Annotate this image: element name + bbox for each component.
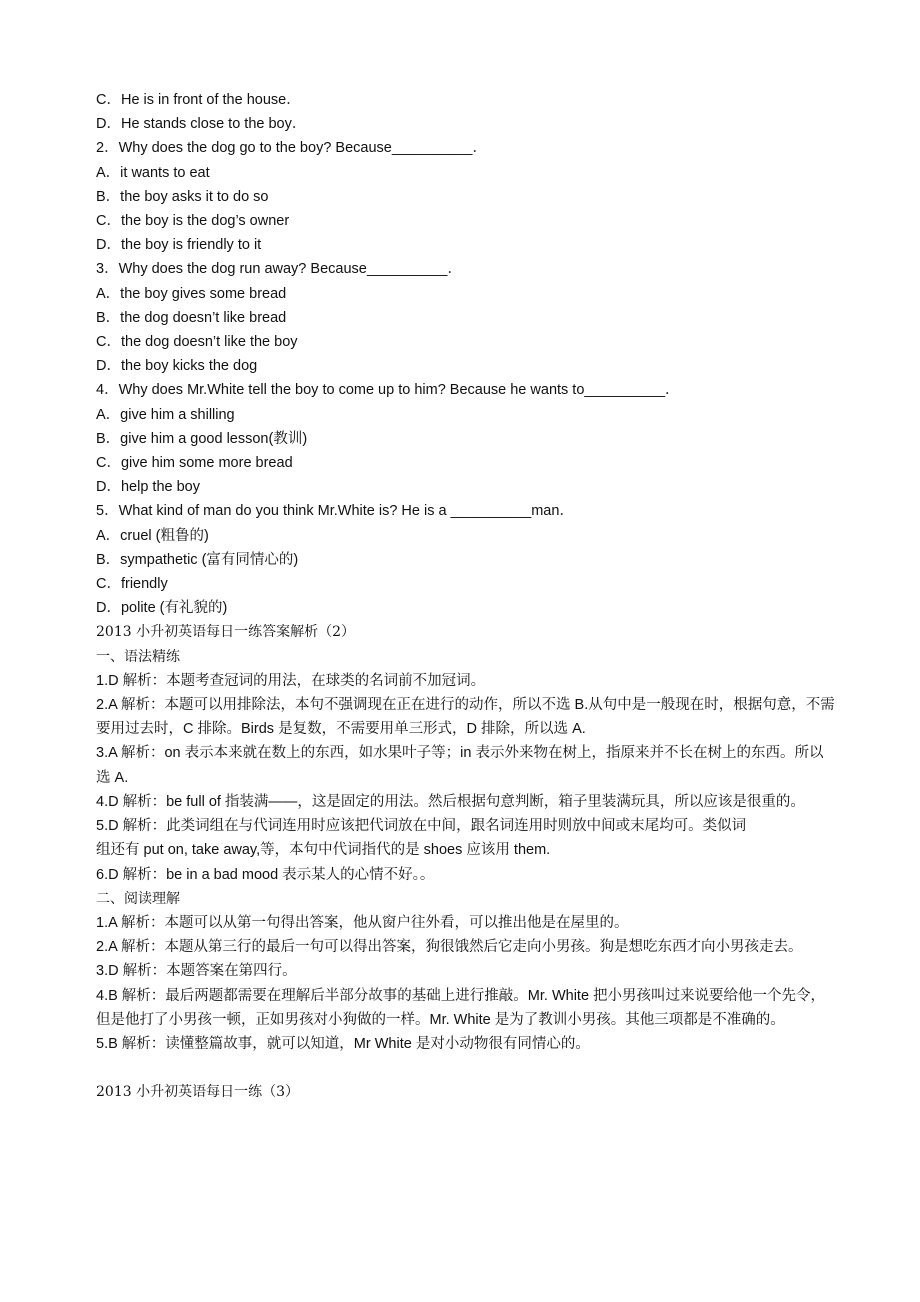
quiz-question: 2．Why does the dog go to the boy? Because__________． bbox=[96, 140, 487, 157]
grammar-answers bbox=[96, 669, 836, 887]
answer-item: 3.A 解析：on 表示本来就在数上的东西，如水果叶子等；in 表示外来物在树上，指原来并不长在树上的东西。所以选 A. bbox=[96, 745, 824, 786]
quiz-question: 3．Why does the dog run away? Because__________． bbox=[96, 261, 462, 278]
answer-item: 3.D 解析：本题答案在第四行。 bbox=[96, 963, 297, 980]
quiz-question: 5．What kind of man do you think Mr.White is? He is a __________man． bbox=[96, 503, 574, 520]
quiz-line: B．sympathetic (富有同情心的) bbox=[96, 551, 299, 568]
quiz-line: C．the dog doesn’t like the boy bbox=[96, 334, 298, 351]
answer-title: 2013 小升初英语每日一练答案解析（2） bbox=[96, 624, 355, 641]
section-heading: 二、阅读理解 bbox=[96, 890, 180, 907]
quiz-line: A．it wants to eat bbox=[96, 164, 210, 181]
quiz-line: B．the dog doesn’t like bread bbox=[96, 309, 287, 326]
answer-item: 4.D 解析：be full of 指装满——，这是固定的用法。然后根据句意判断，箱子里装满玩具，所以应该是很重的。 bbox=[96, 793, 805, 810]
answer-item: 5.D 解析：此类词组在与代词连用时应该把代词放在中间，跟名词连用时则放中间或末尾均可。类似词 bbox=[96, 818, 747, 835]
quiz-line: D．polite (有礼貌的) bbox=[96, 600, 228, 617]
quiz-line: D．He stands close to the boy． bbox=[96, 116, 307, 133]
quiz-line: D．the boy kicks the dog bbox=[96, 358, 258, 375]
quiz-line: D．the boy is friendly to it bbox=[96, 237, 262, 254]
quiz-line: A．the boy gives some bread bbox=[96, 285, 287, 302]
quiz-line: C．the boy is the dog’s owner bbox=[96, 213, 290, 230]
answer-item: 4.B 解析：最后两题都需要在理解后半部分故事的基础上进行推敲。Mr. White 把小男孩叫过来说要给他一个先令，但是他打了小男孩一顿，正如男孩对小狗做的一样。Mr. White 是为了教训小男孩。其他三项都是不准确的。 bbox=[96, 987, 826, 1028]
answer-item: 5.B 解析：读懂整篇故事，就可以知道，Mr White 是对小动物很有同情心的。 bbox=[96, 1035, 590, 1052]
section-heading: 一、语法精练 bbox=[96, 648, 180, 665]
quiz-line: A．cruel (粗鲁的) bbox=[96, 527, 209, 544]
quiz-line: C．give him some more bread bbox=[96, 455, 293, 472]
answer-item: 组还有 put on, take away,等，本句中代词指代的是 shoes 应该用 them. bbox=[96, 842, 551, 859]
answer-item: 2.A 解析：本题从第三行的最后一句可以得出答案，狗很饿然后它走向小男孩。狗是想吃东西才向小男孩走去。 bbox=[96, 939, 803, 956]
quiz-line: B．the boy asks it to do so bbox=[96, 188, 269, 205]
reading-answers bbox=[96, 911, 836, 1056]
blank-line bbox=[96, 1056, 836, 1080]
quiz-question: 4．Why does Mr.White tell the boy to come up to him? Because he wants to__________． bbox=[96, 382, 680, 399]
quiz-line: B．give him a good lesson(教训) bbox=[96, 430, 308, 447]
quiz-options bbox=[96, 88, 836, 620]
quiz-line: C．friendly bbox=[96, 576, 168, 593]
answer-item: 2.A 解析：本题可以用排除法，本句不强调现在正在进行的动作，所以不选 B.从句中是一般现在时，根据句意，不需要用过去时，C 排除。Birds 是复数，不需要用单三形式，D 排除，所以选 A. bbox=[96, 697, 835, 738]
quiz-line: A．give him a shilling bbox=[96, 406, 235, 423]
answer-item: 6.D 解析：be in a bad mood 表示某人的心情不好。。 bbox=[96, 866, 435, 883]
answer-item: 1.A 解析：本题可以从第一句得出答案，他从窗户往外看，可以推出他是在屋里的。 bbox=[96, 914, 629, 931]
answer-item: 1.D 解析：本题考查冠词的用法，在球类的名词前不加冠词。 bbox=[96, 672, 486, 689]
quiz-line: D．help the boy bbox=[96, 479, 200, 496]
document-page bbox=[96, 88, 836, 1104]
next-title: 2013 小升初英语每日一练（3） bbox=[96, 1084, 299, 1101]
quiz-line: C．He is in front of the house． bbox=[96, 92, 301, 108]
